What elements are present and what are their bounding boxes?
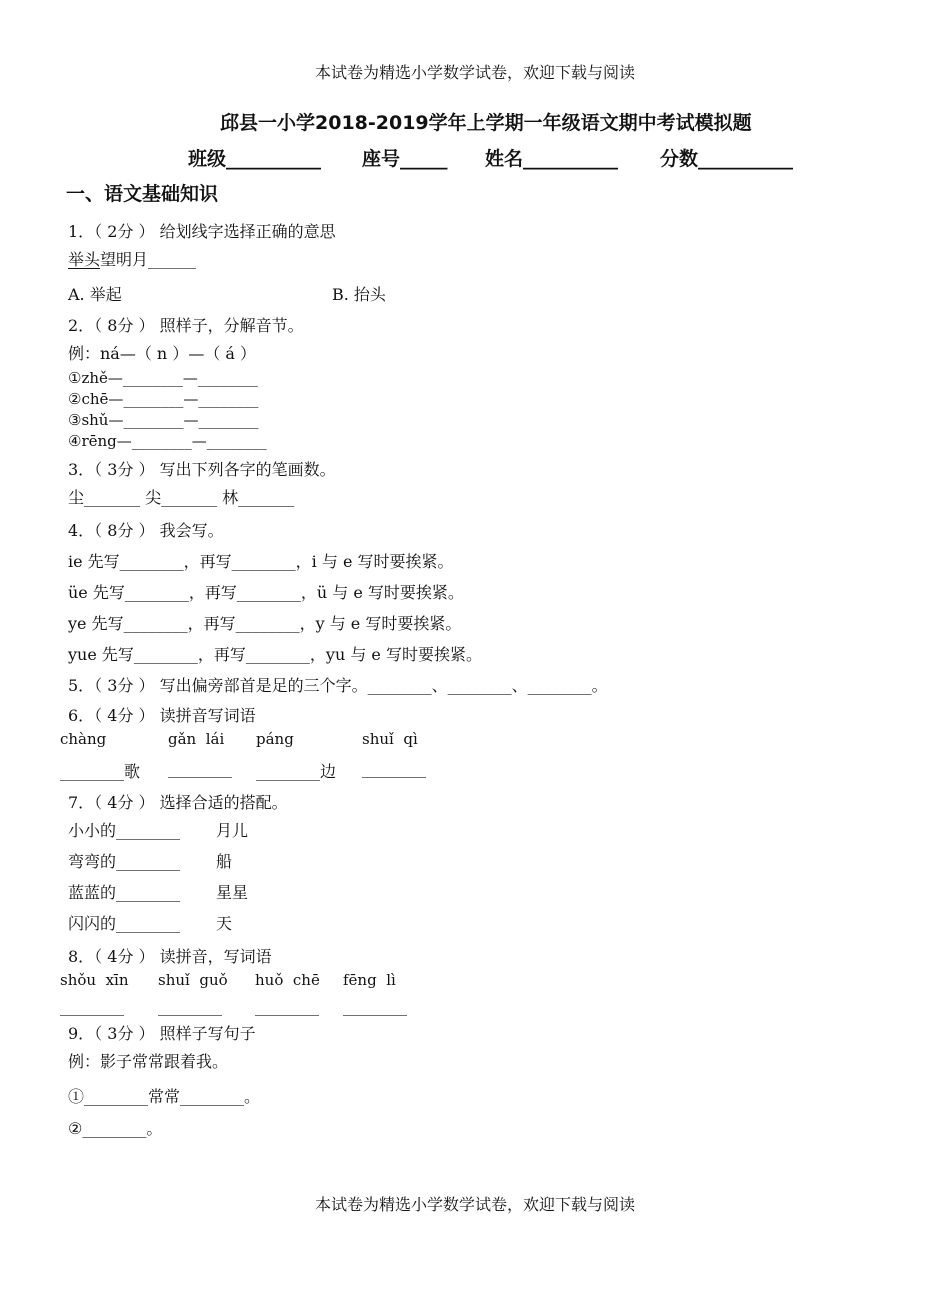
question-2-line-1: ①zhě—________—________ (68, 369, 258, 387)
question-4-line-3: ye 先写________，再写________，y 与 e 写时要挨紧。 (68, 614, 462, 633)
question-4-title: 4．（ 8分 ） 我会写。 (68, 521, 224, 540)
match-right-3: 星星 (216, 883, 249, 902)
pinyin-8-1: shǒu xīn (60, 971, 129, 989)
answer-8-3: ________ (255, 997, 319, 1016)
question-2-line-4: ④rēng—________—________ (68, 432, 267, 450)
match-left-4: 闪闪的________ (68, 914, 181, 933)
class-field: 班级__________ (188, 148, 322, 170)
pinyin-6-2: gǎn lái (168, 730, 225, 748)
answer-6-1: ________歌 (60, 762, 141, 781)
pinyin-8-4: fēng lì (343, 971, 396, 989)
question-8-title: 8．（ 4分 ） 读拼音，写词语 (68, 947, 272, 966)
answer-6-4: ________ (362, 759, 426, 778)
name-field: 姓名__________ (485, 148, 619, 170)
option-a: A. 举起 (68, 285, 122, 304)
question-9-example: 例：影子常常跟着我。 (68, 1052, 229, 1071)
question-9-title: 9．（ 3分 ） 照样子写句子 (68, 1024, 256, 1043)
answer-8-4: ________ (343, 997, 407, 1016)
option-b: B. 抬头 (332, 285, 386, 304)
question-6-title: 6．（ 4分 ） 读拼音写词语 (68, 706, 256, 725)
pinyin-6-3: páng (256, 730, 294, 748)
question-2-example: 例：ná—（ n ）—（ á ） (68, 344, 257, 363)
seat-field: 座号_____ (362, 148, 448, 170)
question-9-line-1: ①________常常________。 (68, 1087, 261, 1106)
question-3-line: 尘_______ 尖_______ 林_______ (68, 488, 295, 507)
question-1-text (68, 247, 196, 270)
pinyin-6-4: shuǐ qì (362, 730, 418, 748)
match-left-1: 小小的________ (68, 821, 181, 840)
match-right-2: 船 (216, 852, 233, 871)
answer-8-1: ________ (60, 997, 124, 1016)
match-left-3: 蓝蓝的________ (68, 883, 181, 902)
question-5-title: 5．（ 3分 ） 写出偏旁部首是足的三个字。________、________、________。 (68, 676, 608, 695)
section-heading: 一、语文基础知识 (66, 183, 219, 205)
question-1-title: 1．（ 2分 ） 给划线字选择正确的意思 (68, 222, 336, 241)
answer-6-3: ________边 (256, 762, 337, 781)
pinyin-8-3: huǒ chē (255, 971, 320, 989)
pinyin-6-1: chàng (60, 730, 107, 748)
question-4-line-1: ie 先写________，再写________，i 与 e 写时要挨紧。 (68, 552, 454, 571)
question-2-line-2: ②chē—________—________ (68, 390, 259, 408)
question-7-title: 7．（ 4分 ） 选择合适的搭配。 (68, 793, 288, 812)
question-2-title: 2．（ 8分 ） 照样子，分解音节。 (68, 316, 304, 335)
page-title: 邱县一小学2018-2019学年上学期一年级语文期中考试模拟题 (220, 112, 752, 134)
pinyin-8-2: shuǐ guǒ (158, 971, 228, 989)
question-2-line-3: ③shǔ—________—________ (68, 411, 259, 429)
page-header: 本试卷为精选小学数学试卷，欢迎下载与阅读 (314, 63, 635, 82)
match-left-2: 弯弯的________ (68, 852, 181, 871)
question-4-line-4: yue 先写________，再写________，yu 与 e 写时要挨紧。 (68, 645, 482, 664)
score-field: 分数__________ (660, 148, 794, 170)
question-4-line-2: üe 先写________，再写________，ü 与 e 写时要挨紧。 (68, 583, 464, 602)
question-9-line-2: ②________。 (68, 1119, 163, 1138)
answer-8-2: ________ (158, 997, 222, 1016)
question-1-rest: 望明月______ (100, 250, 197, 269)
answer-6-2: ________ (168, 759, 232, 778)
page-footer: 本试卷为精选小学数学试卷，欢迎下载与阅读 (314, 1195, 635, 1214)
underlined-word: 举头 (68, 250, 101, 269)
question-3-title: 3．（ 3分 ） 写出下列各字的笔画数。 (68, 460, 336, 479)
match-right-4: 天 (216, 914, 233, 933)
match-right-1: 月儿 (216, 821, 249, 840)
